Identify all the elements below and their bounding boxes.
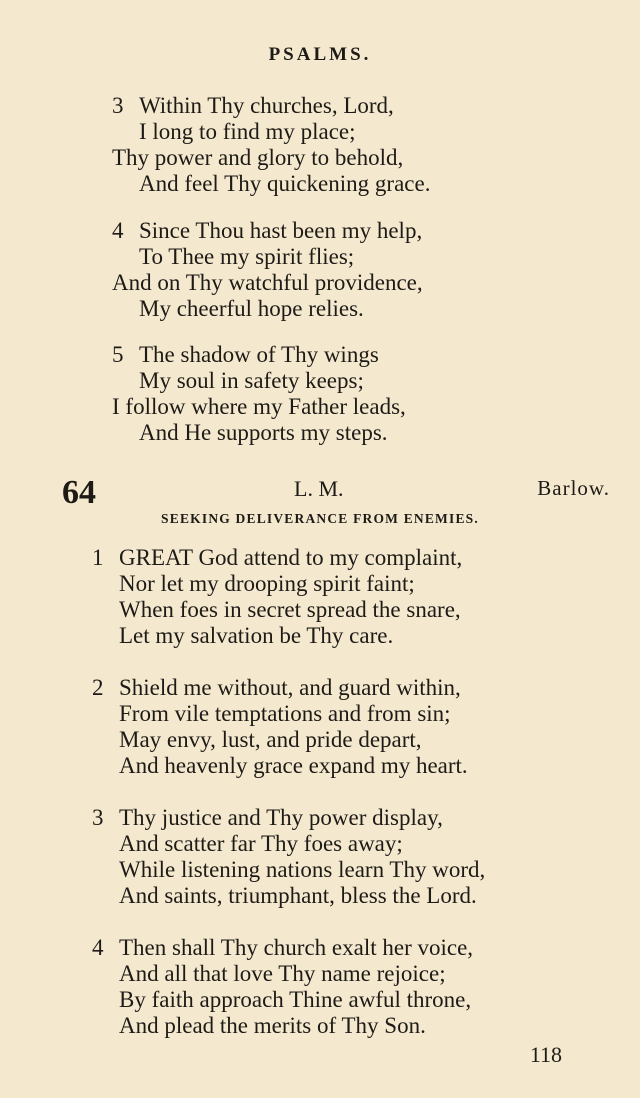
stanza-number: 4 (92, 935, 104, 960)
hymn-stanza-2 (92, 675, 468, 779)
stanza-line: May envy, lust, and pride depart, (119, 727, 422, 752)
stanza-line (112, 93, 430, 119)
stanza-line: And plead the merits of Thy Son. (119, 1013, 426, 1038)
stanza-number: 1 (92, 545, 104, 570)
line-text: Thy justice and Thy power display, (119, 805, 443, 830)
stanza-line: From vile temptations and from sin; (119, 701, 451, 726)
stanza-line: And scatter far Thy foes away; (119, 831, 403, 856)
stanza-line: To Thee my spirit flies; (139, 244, 355, 269)
page-number: 118 (529, 1042, 562, 1067)
stanza-line: Thy power and glory to behold, (112, 145, 404, 170)
stanza-line (92, 545, 462, 571)
line-text: Since Thou hast been my help, (139, 218, 423, 243)
stanza-line: Nor let my drooping spirit faint; (119, 571, 415, 596)
continued-stanza-4 (112, 218, 423, 322)
stanza-line: And feel Thy quickening grace. (139, 171, 431, 196)
stanza-line: And all that love Thy name rejoice; (119, 961, 446, 986)
continued-stanza-5 (112, 342, 406, 446)
stanza-line (112, 342, 406, 368)
line-text: Then shall Thy church exalt her voice, (119, 935, 474, 960)
hymn-title: SEEKING DELIVERANCE FROM ENEMIES. (161, 511, 479, 526)
stanza-line: And on Thy watchful providence, (112, 270, 423, 295)
stanza-line: And saints, triumphant, bless the Lord. (119, 883, 477, 908)
stanza-line: Let my salvation be Thy care. (119, 623, 394, 648)
line-text: GREAT God attend to my complaint, (119, 545, 463, 570)
stanza-number: 3 (92, 805, 104, 830)
stanza-line: My cheerful hope relies. (139, 296, 364, 321)
stanza-line (92, 675, 468, 701)
stanza-line (92, 935, 473, 961)
stanza-number: 3 (112, 93, 124, 118)
stanza-line: I follow where my Father leads, (112, 394, 406, 419)
stanza-line: By faith approach Thine awful throne, (119, 987, 472, 1012)
stanza-number: 2 (92, 675, 104, 700)
line-text: Within Thy churches, Lord, (139, 93, 394, 118)
stanza-line: And He supports my steps. (139, 420, 388, 445)
stanza-line: While listening nations learn Thy word, (119, 857, 486, 882)
hymn-stanza-3 (92, 805, 485, 909)
hymn-meter: L. M. (294, 476, 344, 501)
stanza-line (112, 218, 423, 244)
hymn-number: 64 (62, 474, 96, 511)
running-head: PSALMS. (268, 44, 372, 65)
hymn-stanza-4 (92, 935, 473, 1039)
line-text: The shadow of Thy wings (139, 342, 379, 367)
stanza-line: And heavenly grace expand my heart. (119, 753, 468, 778)
line-text: Shield me without, and guard within, (119, 675, 461, 700)
stanza-line (92, 805, 485, 831)
stanza-number: 5 (112, 342, 124, 367)
stanza-line: When foes in secret spread the snare, (119, 597, 461, 622)
hymn-tune: Barlow. (537, 476, 610, 500)
stanza-number: 4 (112, 218, 124, 243)
stanza-line: I long to find my place; (139, 119, 356, 144)
stanza-line: My soul in safety keeps; (139, 368, 364, 393)
continued-stanza-3 (112, 93, 430, 197)
hymn-stanza-1 (92, 545, 462, 649)
